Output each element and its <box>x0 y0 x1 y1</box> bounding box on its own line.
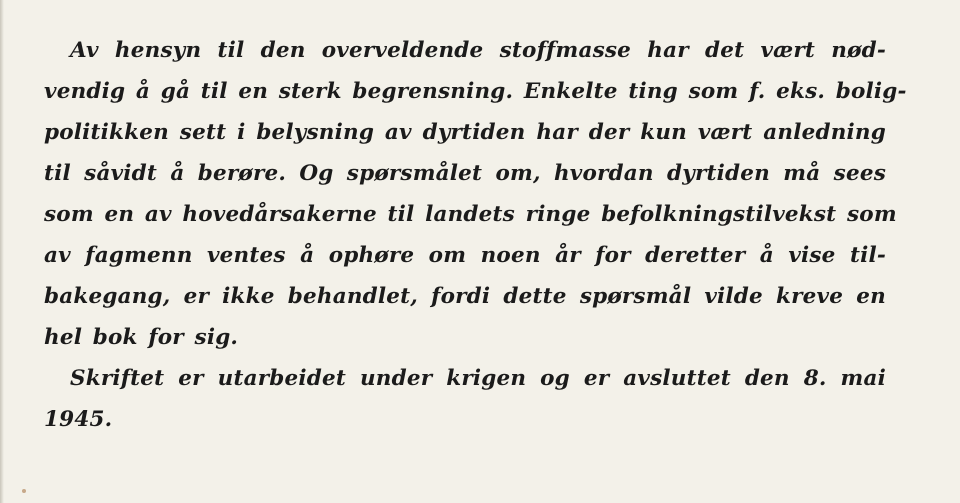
paragraph-2 <box>44 358 894 440</box>
text-line: vendig å gå til en sterk begrensning. Enkelte ting som f. eks. bolig- <box>44 79 907 104</box>
text-line: Av hensyn til den overveldende stoffmasse har det vært nød- <box>70 38 886 63</box>
text-line: hel bok for sig. <box>44 325 239 350</box>
text-line: av fagmenn ventes å ophøre om noen år for deretter å vise til- <box>44 243 886 268</box>
paper-speck <box>22 489 26 493</box>
document-text <box>44 30 907 440</box>
text-line: politikken sett i belysning av dyrtiden har der kun vært anledning <box>44 120 886 145</box>
text-line: som en av hovedårsakerne til landets ringe befolkningstilvekst som <box>44 202 897 227</box>
text-line: til såvidt å berøre. Og spørsmålet om, hvordan dyrtiden må sees <box>44 161 886 186</box>
text-line: Skriftet er utarbeidet under krigen og er avsluttet den 8. mai <box>70 366 886 391</box>
text-line: bakegang, er ikke behandlet, fordi dette spørsmål vilde kreve en <box>44 284 886 309</box>
page-edge-shadow <box>0 0 4 503</box>
text-line: 1945. <box>44 407 113 432</box>
paragraph-1 <box>44 30 907 358</box>
